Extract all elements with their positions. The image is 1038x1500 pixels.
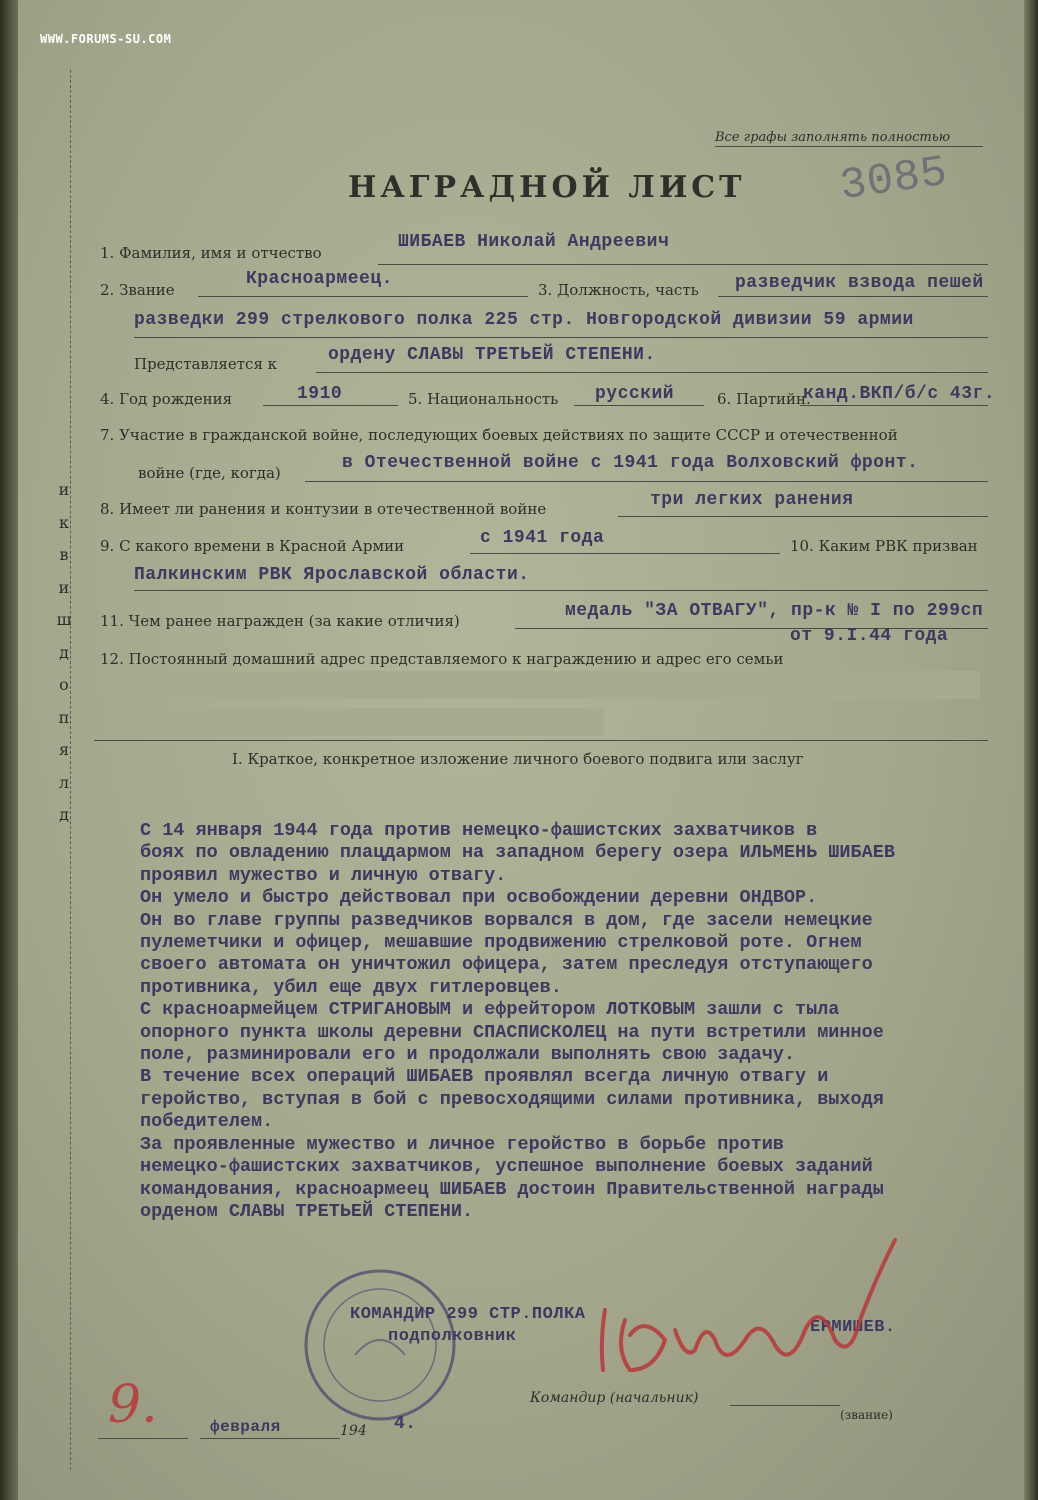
- field-10-label: 10. Каким РВК призван: [790, 537, 978, 555]
- field-11-value-cont: от 9.I.44 года: [790, 626, 949, 646]
- commander-caption: Командир (начальник): [530, 1390, 699, 1406]
- f7-line: [305, 481, 988, 482]
- commander-name: ЕРМИШЕВ.: [810, 1318, 896, 1337]
- field-7-value: в Отечественной войне с 1941 года Волховский фронт.: [342, 453, 919, 473]
- f3-line: [718, 296, 988, 297]
- field-11-label: 11. Чем ранее награжден (за какие отличия): [100, 612, 460, 630]
- commander-title: КОМАНДИР 299 СТР.ПОЛКА: [350, 1305, 586, 1324]
- f10-line: [134, 590, 988, 591]
- watermark: WWW.FORUMS-SU.COM: [40, 32, 172, 46]
- field-6-value: канд.ВКП/б/с 43г.: [803, 384, 996, 404]
- right-edge: [1024, 0, 1038, 1500]
- field-3-value: разведчик взвода пешей: [735, 273, 984, 293]
- f1-line: [378, 264, 988, 265]
- field-11-value: медаль "ЗА ОТВАГУ", пр-к № I по 299сп: [565, 601, 984, 621]
- section-divider: [94, 740, 988, 741]
- field-5-label: 5. Национальность: [408, 390, 559, 408]
- field-10-value: Палкинским РВК Ярославской области.: [134, 565, 530, 585]
- f2-line: [198, 296, 528, 297]
- month-line: [200, 1438, 340, 1439]
- commander-caption-line: [730, 1405, 840, 1406]
- day-handwritten: 9.: [108, 1375, 158, 1435]
- signature-margin-label: и к в и ш д о п я л д: [56, 480, 72, 824]
- field-12-label: 12. Постоянный домашний адрес представляемого к награждению и адрес его семьи: [100, 650, 784, 668]
- left-edge: [0, 0, 18, 1500]
- day-line: [98, 1438, 188, 1439]
- f9-line: [470, 553, 780, 554]
- date-year-prefix: 194: [340, 1423, 367, 1439]
- field-3-label: 3. Должность, часть: [538, 281, 699, 299]
- f3b-line: [134, 337, 988, 338]
- commander-rank: подполковник: [388, 1327, 517, 1346]
- date-month: февраля: [210, 1418, 281, 1436]
- f4-line: [263, 405, 398, 406]
- field-4-label: 4. Год рождения: [100, 390, 233, 408]
- page-title: НАГРАДНОЙ ЛИСТ: [348, 170, 746, 205]
- f8-line: [618, 516, 988, 517]
- field-6-label: 6. Партийн.: [717, 390, 811, 408]
- field-1-label: 1. Фамилия, имя и отчество: [100, 244, 322, 262]
- nominated-label: Представляется к: [134, 355, 278, 373]
- field-7-label: 7. Участие в гражданской войне, последующих боевых действиях по защите СССР и отечественной: [100, 426, 898, 444]
- redacted-address-1: [135, 671, 980, 699]
- citation-text: С 14 января 1944 года против немецко-фашистских захватчиков в боях по овладению плацдармом на западном берегу озера ИЛЬМЕНЬ ШИБАЕВ проявил мужество и личную отвагу. Он умело и быстро действовал при освобождении деревни ОНДВОР. Он во главе группы разведчиков ворвался в дом, где засели немецкие пулеметчики и офицер, мешавшие продвижению стрелковой роте. Огнем своего автомата он уничтожил офицера, затем преследуя отступающего противника, убил еще двух гитлеровцев. С красноармейцем СТРИГАНОВЫМ и ефрейтором ЛОТКОВЫМ зашли с тыла опорного пункта школы деревни СПАСПИСКОЛЕЦ на пути встретили минное поле, разминировали его и продолжали выполнять свою задачу. В течение всех операций ШИБАЕВ проявлял всегда личную отвагу и геройство, вступая в бой с превосходящими силами противника, выходя победителем. За проявленные мужество и личное геройство в борьбе против немецко-фашистских захватчиков, успешное выполнение боевых заданий командования, красноармеец ШИБАЕВ достоин Правительственной награды орденом СЛАВЫ ТРЕТЬЕЙ СТЕПЕНИ.: [140, 820, 895, 1222]
- field-1-value: ШИБАЕВ Николай Андреевич: [398, 232, 670, 252]
- field-2-value: Красноармеец.: [246, 269, 393, 289]
- f5-line: [574, 405, 704, 406]
- field-2-label: 2. Звание: [100, 281, 175, 299]
- field-8-label: 8. Имеет ли ранения и контузии в отечественной войне: [100, 500, 547, 518]
- field-9-value: с 1941 года: [480, 528, 605, 548]
- field-4-value: 1910: [297, 384, 343, 404]
- field-8-value: три легких ранения: [650, 490, 854, 510]
- rank-caption: (звание): [840, 1408, 893, 1422]
- field-5-value: русский: [595, 384, 675, 404]
- handwritten-signature: [585, 1220, 935, 1390]
- fill-note: Все графы заполнять полностью: [715, 130, 951, 145]
- field-3-value-cont: разведки 299 стрелкового полка 225 стр. Новгородской дивизии 59 армии: [134, 310, 914, 330]
- nominated-value: ордену СЛАВЫ ТРЕТЬЕЙ СТЕПЕНИ.: [328, 345, 656, 365]
- pencil-number: 3085: [837, 147, 951, 213]
- section-heading: I. Краткое, конкретное изложение личного боевого подвига или заслуг: [232, 750, 804, 768]
- field-9-label: 9. С какого времени в Красной Армии: [100, 537, 405, 555]
- date-year-suffix: 4.: [394, 1414, 417, 1434]
- f6-line: [800, 405, 988, 406]
- redacted-address-2: [122, 708, 604, 736]
- nominated-line: [316, 372, 988, 373]
- field-7-label-cont: войне (где, когда): [138, 464, 281, 482]
